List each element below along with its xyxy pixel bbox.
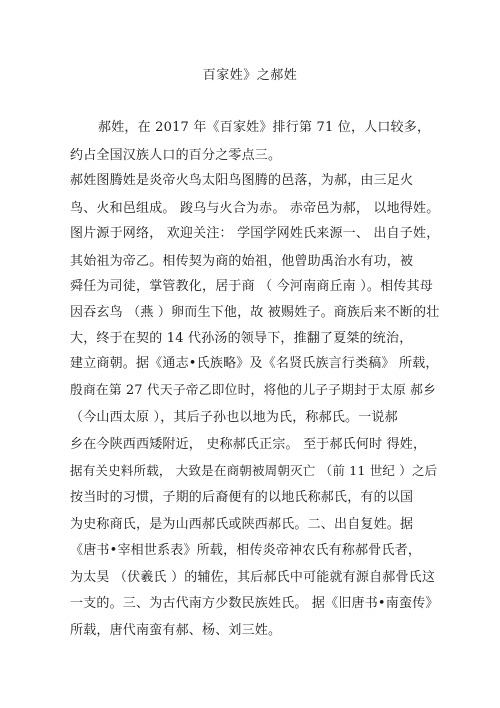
text-line: 所载，唐代南蛮有郝、杨、刘三姓。 <box>70 623 282 638</box>
text-line: 按当时的习惯，子期的后裔便有的以地氏称郝氏，有的以国 <box>70 490 414 505</box>
text-line: 为太昊 （伏羲氏 ）的辅佐，其后郝氏中可能就有源自郝骨氏这 <box>70 570 436 585</box>
text-line: 一支的。三、为古代南方少数民族姓氏。 据《旧唐书•南蛮传》 <box>70 596 439 611</box>
text-line: 殷商在第 27 代天子帝乙即位时，将他的儿子子期封于太原 郝乡 <box>70 383 437 398</box>
text-line: 舜任为司徒，掌管教化，居于商 （ 今河南商丘南 ）。相传其母 <box>70 279 433 294</box>
text-line: 大，终于在契的 14 代孙汤的领导下，推翻了夏桀的统治， <box>70 331 413 346</box>
text-line: 鸟、火和邑组成。 踆乌与火合为赤。 赤帝邑为郝， 以地得姓。 <box>70 201 440 216</box>
text-line: 据有关史料所载， 大致是在商朝被周朝灭亡 （前 11 世纪 ）之后 <box>70 463 438 478</box>
text-line: 郝姓图腾姓是炎帝火鸟太阳鸟图腾的邑落，为郝，由三足火 <box>70 173 414 188</box>
text-line: 乡在今陕西西矮附近， 史称郝氏正宗。 至于郝氏何时 得姓， <box>70 437 427 452</box>
text-line: 为史称商氏，是为山西郝氏或陕西郝氏。二、出自复姓。据 <box>70 517 414 532</box>
text-line: （今山西太原 ），其后子孙也以地为氏，称郝氏。一说郝 <box>70 410 398 425</box>
text-line: 建立商朝。据《通志•氏族略》及《名贤氏族言行类稿》 所载， <box>70 356 439 371</box>
text-line: 《唐书•宰相世系表》所载，相传炎帝神农氏有称郝骨氏者， <box>70 543 422 558</box>
text-line: 约占全国汉族人口的百分之零点三。 <box>70 148 282 163</box>
document-title: 百家姓》之郝姓 <box>202 68 298 83</box>
text-line: 因吞玄鸟 （燕 ）卵而生下他，故 被赐姓子。商族后来不断的壮 <box>70 305 440 320</box>
text-line: 郝姓，在 2017 年《百家姓》排行第 71 位，人口较多， <box>98 120 431 135</box>
text-line: 其始祖为帝乙。相传契为商的始祖，他曾助禹治水有功，被 <box>70 254 414 269</box>
text-line: 图片源于网络， 欢迎关注： 学国学网姓氏来源一、 出自子姓， <box>70 226 440 241</box>
